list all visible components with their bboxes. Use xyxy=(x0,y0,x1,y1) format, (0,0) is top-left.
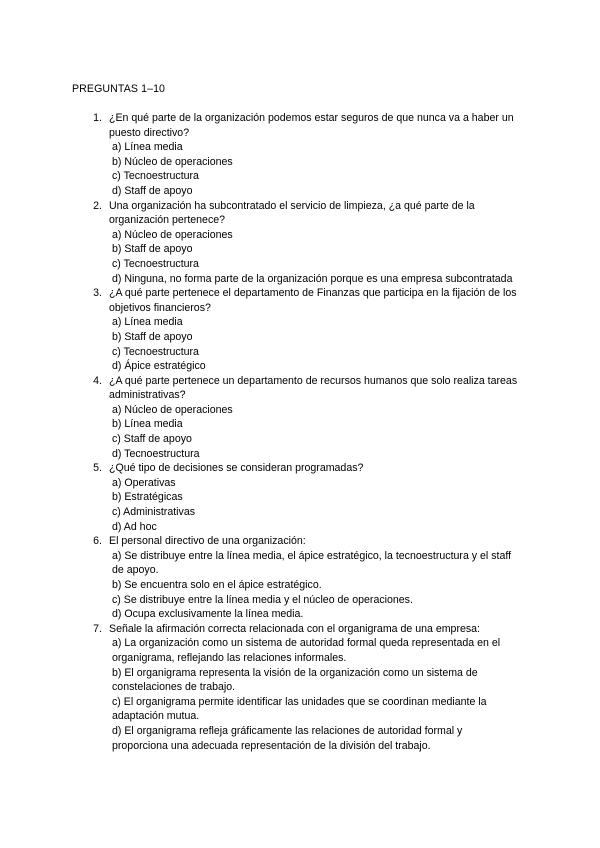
question-text: ¿A qué parte pertenece el departamento de Finanzas que participa en la fijación de los objetivos financieros? xyxy=(109,287,517,314)
question-text: Señale la afirmación correcta relacionada con el organigrama de una empresa: xyxy=(109,622,480,635)
question-text: ¿Qué tipo de decisiones se consideran programadas? xyxy=(109,462,364,475)
answer-option: d) Tecnoestructura xyxy=(112,447,200,460)
question-list xyxy=(88,111,520,753)
question-item xyxy=(88,286,520,374)
answer-option: b) Staff de apoyo xyxy=(112,330,193,343)
answer-option: a) Núcleo de operaciones xyxy=(112,228,233,241)
answer-option: b) Estratégicas xyxy=(112,491,183,504)
answer-option: d) Ninguna, no forma parte de la organización porque es una empresa subcontratada xyxy=(112,272,513,285)
answer-option: c) Administrativas xyxy=(112,506,196,519)
question-text: ¿A qué parte pertenece un departamento de recursos humanos que solo realiza tareas administrativas? xyxy=(109,374,518,402)
question-text: El personal directivo de una organización: xyxy=(109,535,306,548)
answer-option: d) El organigrama refleja gráficamente las relaciones de autoridad formal y proporciona una adecuada representación de la división del trabajo. xyxy=(112,724,463,752)
question-number: 5. xyxy=(93,462,102,475)
question-number: 6. xyxy=(93,535,102,548)
question-item xyxy=(88,622,520,753)
question-number: 3. xyxy=(93,287,102,300)
answer-option: a) Línea media xyxy=(112,316,183,329)
answer-option: b) Núcleo de operaciones xyxy=(112,155,233,168)
question-item xyxy=(88,374,520,462)
answer-option: d) Staff de apoyo xyxy=(112,184,193,197)
answer-option: c) El organigrama permite identificar las unidades que se coordinan mediante la adaptación mutua. xyxy=(112,695,487,723)
question-item xyxy=(88,461,520,534)
answer-option: a) Operativas xyxy=(112,476,176,489)
answer-option: a) Línea media xyxy=(112,141,183,154)
answer-option: d) Ápice estratégico xyxy=(112,360,206,373)
question-item xyxy=(88,111,520,199)
answer-option: b) El organigrama representa la visión de la organización como un sistema de constelaciones de trabajo. xyxy=(112,666,478,694)
answer-option: c) Tecnoestructura xyxy=(112,257,199,270)
question-item xyxy=(88,534,520,622)
answer-option: b) Línea media xyxy=(112,418,183,431)
section-heading: PREGUNTAS 1–10 xyxy=(72,83,166,95)
answer-option: d) Ad hoc xyxy=(112,520,157,533)
answer-option: b) Se encuentra solo en el ápice estratégico. xyxy=(112,579,322,591)
answer-option: c) Tecnoestructura xyxy=(112,170,199,183)
question-number: 2. xyxy=(93,199,102,212)
answer-option: c) Staff de apoyo xyxy=(112,433,192,446)
answer-option: a) La organización como un sistema de autoridad formal queda representada en el organigrama, reflejando las relaciones informales. xyxy=(112,637,501,664)
question-number: 7. xyxy=(93,622,102,635)
answer-option: d) Ocupa exclusivamente la línea media. xyxy=(112,608,304,621)
question-number: 1. xyxy=(93,112,102,124)
question-number: 4. xyxy=(93,374,102,387)
answer-option: a) Núcleo de operaciones xyxy=(112,403,233,416)
answer-option: b) Staff de apoyo xyxy=(112,243,193,256)
answer-option: a) Se distribuye entre la línea media, el ápice estratégico, la tecnoestructura y el staff de apoyo. xyxy=(112,549,512,577)
question-item xyxy=(88,199,520,287)
question-text: Una organización ha subcontratado el servicio de limpieza, ¿a qué parte de la organización pertenece? xyxy=(109,199,475,227)
answer-option: c) Tecnoestructura xyxy=(112,345,199,358)
question-text: ¿En qué parte de la organización podemos estar seguros de que nunca va a haber un puesto directivo? xyxy=(109,112,514,139)
answer-option: c) Se distribuye entre la línea media y el núcleo de operaciones. xyxy=(112,593,413,606)
